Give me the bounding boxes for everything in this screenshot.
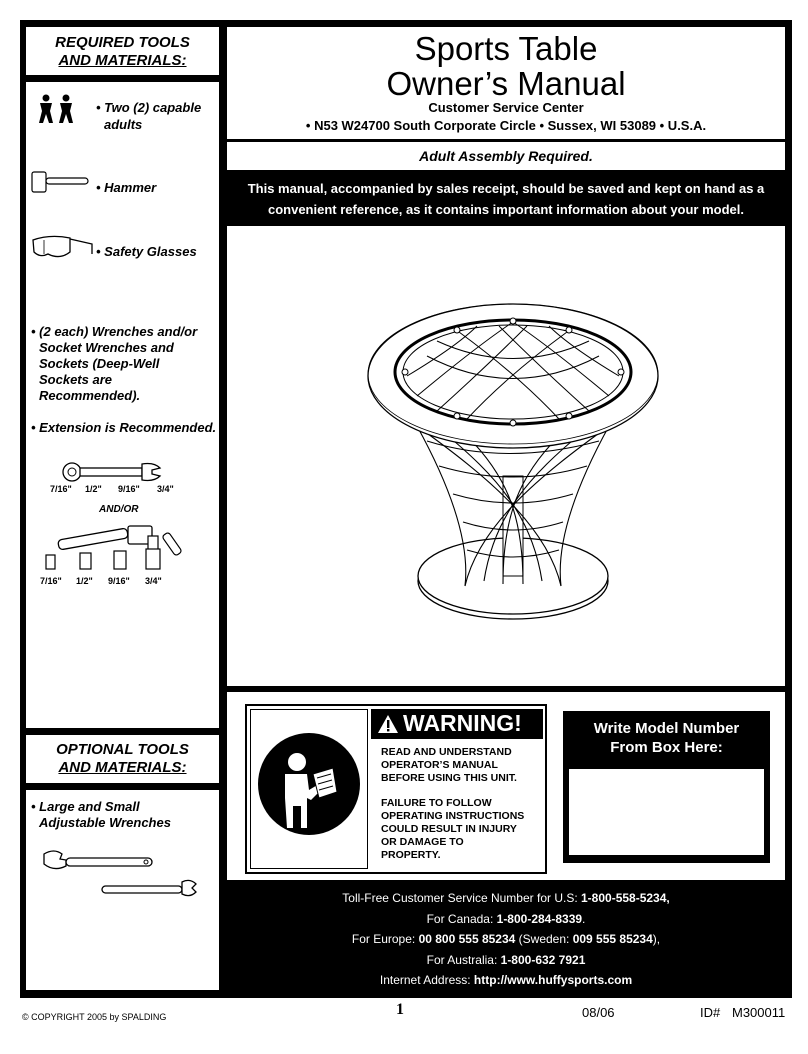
extension-text: • Extension is Recommended. <box>31 420 217 435</box>
service-center: Customer Service Center <box>428 100 584 115</box>
adults-text-2: adults <box>104 117 143 132</box>
internet-label: Internet Address: <box>379 973 474 987</box>
sports-table-illustration <box>227 226 785 686</box>
glasses-text: • Safety Glasses <box>96 244 197 259</box>
warning-title: WARNING! <box>403 710 522 736</box>
copyright: © COPYRIGHT 2005 by SPALDING <box>22 1012 167 1022</box>
adjustable-text-2: Adjustable Wrenches <box>39 815 171 830</box>
canada-end: . <box>582 911 586 926</box>
id-value: M300011 <box>732 1005 786 1020</box>
required-title-line-2: AND MATERIALS: <box>58 52 187 69</box>
us-number: 1-800-558-5234, <box>581 891 670 905</box>
us-label: Toll-Free Customer Service Number for U.S: <box>342 891 581 905</box>
adult-assembly-text: Adult Assembly Required. <box>419 148 593 164</box>
revision-date: 08/06 <box>582 1005 615 1020</box>
adjustable-wrenches-icon <box>40 846 200 902</box>
optional-title-line-1: OPTIONAL TOOLS <box>56 741 189 758</box>
sweden-end: ), <box>652 932 661 946</box>
warning-line: OR DAMAGE TO <box>381 836 464 848</box>
warning-label <box>245 704 547 874</box>
wrench-size: 3/4" <box>157 484 174 494</box>
warning-header <box>371 709 543 739</box>
sweden-number: 009 555 85234 <box>572 932 653 946</box>
warning-line: READ AND UNDERSTAND <box>381 746 512 758</box>
optional-title-line-2: AND MATERIALS: <box>58 759 187 776</box>
model-box-line-1: Write Model Number <box>593 720 740 737</box>
canada-number: 1-800-284-8339 <box>496 911 583 926</box>
adult-assembly-panel <box>227 142 785 170</box>
warning-line: OPERATING INSTRUCTIONS <box>381 810 525 822</box>
and-or-text: AND/OR <box>99 504 139 515</box>
optional-tools-panel <box>26 790 219 990</box>
socket-size: 7/16" <box>40 576 62 586</box>
required-tools-header <box>26 27 219 75</box>
wrenches-line: Sockets are <box>39 372 112 387</box>
notice-line-2: convenient reference, as it contains important information about your model. <box>267 202 745 217</box>
model-number-field[interactable] <box>569 769 764 855</box>
australia-number: 1-800-632 7921 <box>500 952 586 967</box>
adjustable-text-1: • Large and Small <box>31 799 140 814</box>
socket-size: 1/2" <box>76 576 93 586</box>
hammer-icon <box>30 170 90 194</box>
title-panel <box>227 27 785 139</box>
notice-line-1: This manual, accompanied by sales receipt, should be saved and kept on hand as a <box>247 181 765 196</box>
europe-label: For Europe: <box>351 932 419 946</box>
model-number-box <box>563 711 770 863</box>
warning-triangle-icon <box>377 714 399 734</box>
page-number: 1 <box>396 1001 404 1018</box>
combination-wrench-icon <box>62 460 162 484</box>
adults-text-1: • Two (2) capable <box>96 100 202 115</box>
australia-label: For Australia: <box>426 952 501 967</box>
wrenches-line: Socket Wrenches and <box>39 340 174 355</box>
id-label: ID# <box>700 1005 721 1020</box>
contact-info <box>227 888 785 991</box>
required-tools-panel <box>26 82 219 728</box>
europe-number: 00 800 555 85234 <box>418 932 516 946</box>
optional-tools-header <box>26 735 219 783</box>
sweden-label: (Sweden: <box>515 932 573 946</box>
read-manual-icon <box>257 732 361 836</box>
required-title-line-1: REQUIRED TOOLS <box>55 34 190 51</box>
hammer-text: • Hammer <box>96 180 157 195</box>
two-adults-icon <box>36 94 76 124</box>
sockets-icon <box>42 547 172 571</box>
warning-line: COULD RESULT IN INJURY <box>381 823 517 835</box>
warning-line: FAILURE TO FOLLOW <box>381 797 492 809</box>
socket-size: 9/16" <box>108 576 130 586</box>
warning-line: BEFORE USING THIS UNIT. <box>381 772 517 784</box>
canada-label: For Canada: <box>426 911 497 926</box>
warning-line: OPERATOR’S MANUAL <box>381 759 498 771</box>
wrench-size: 9/16" <box>118 484 140 494</box>
internet-url[interactable]: http://www.huffysports.com <box>473 973 633 987</box>
page-title-line-1: Sports Table <box>414 30 598 67</box>
wrench-size: 1/2" <box>85 484 102 494</box>
product-illustration-panel <box>227 226 785 686</box>
wrenches-line: • (2 each) Wrenches and/or <box>31 324 198 339</box>
warning-row <box>227 692 785 880</box>
socket-size: 3/4" <box>145 576 162 586</box>
wrenches-line: Recommended). <box>39 388 141 403</box>
wrenches-text <box>31 324 197 404</box>
wrenches-line: Sockets (Deep-Well <box>39 356 160 371</box>
warning-line: PROPERTY. <box>381 849 441 861</box>
safety-glasses-icon <box>30 232 96 262</box>
address: • N53 W24700 South Corporate Circle • Sussex, WI 53089 • U.S.A. <box>305 118 707 133</box>
page-title-line-2: Owner’s Manual <box>386 65 626 102</box>
model-box-line-2: From Box Here: <box>610 739 723 756</box>
wrench-size: 7/16" <box>50 484 72 494</box>
